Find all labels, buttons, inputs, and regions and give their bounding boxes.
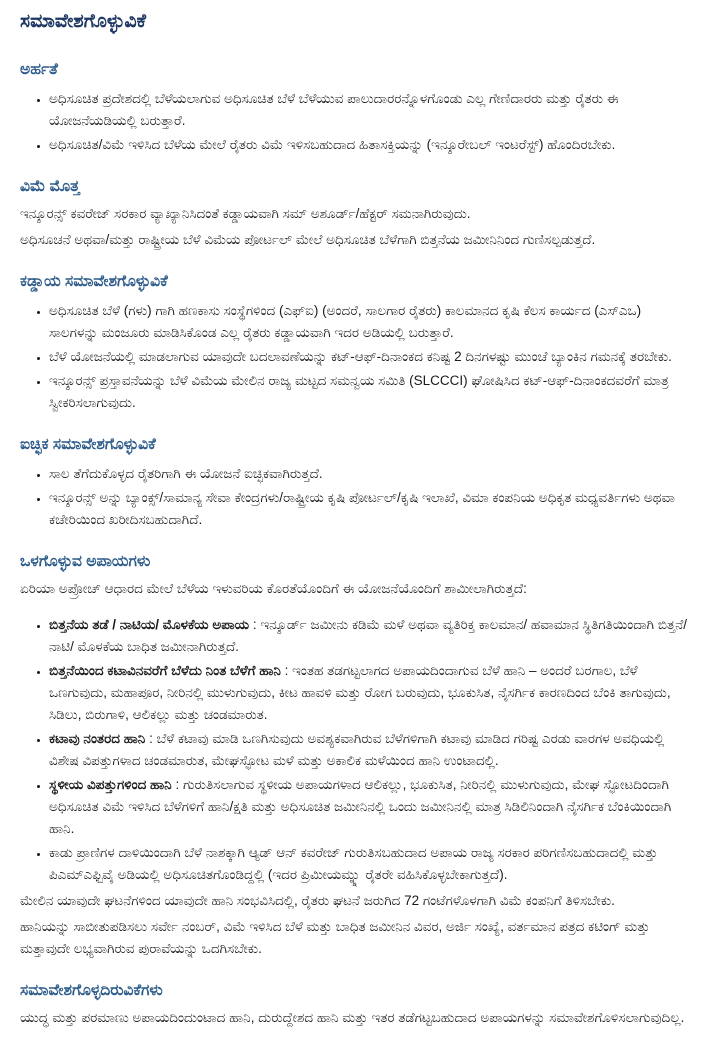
list-item: • ಅಧಿಸೂಚಿತ ಪ್ರದೇಶದಲ್ಲಿ ಬೆಳೆಯಲಾಗುವ ಅಧಿಸೂಚಿತ ಬೆಳೆ ಬೆಳೆಯುವ ಪಾಲುದಾರರನ್ನೊಳಗೊಂಡು ಎಲ್ಲ ಗೇಣಿದಾರರು ಮತ್ತು ರೈತರು ಈ ಯೋಜನೆಯಡಿಯಲ್ಲಿ ಬರುತ್ತಾರೆ.	[49, 88, 687, 132]
risk-label: ಸ್ಥಳೀಯ ವಿಪತ್ತುಗಳಿಂದ ಹಾನಿ	[49, 777, 172, 792]
section-risks-covered	[20, 552, 687, 960]
section-heading-compulsory: ಕಡ್ಡಾಯ ಸಮಾವೇಶಗೊಳ್ಳುವಿಕೆ	[20, 273, 168, 290]
section-heading-risks: ಒಳಗೊಳ್ಳುವ ಅಪಾಯಗಳು	[20, 553, 151, 570]
compulsory-bullet-list	[20, 300, 687, 414]
risks-intro: ಏರಿಯಾ ಅಪ್ರೋಚ್ ಆಧಾರದ ಮೇಲೆ ಬೆಳೆಯ ಇಳುವರಿಯ ಕೊರತೆಯೊಂದಿಗೆ ಈ ಯೋಜನೆಯೊಂದಿಗೆ ಶಾಮೀಲಾಗಿರುತ್ತದೆ:	[20, 581, 527, 596]
risk-label: ಬಿತ್ತನೆಯಿಂದ ಕಟಾವಿನವರೆಗೆ ಬೆಳೆದು ನಿಂತ ಬೆಳೆಗೆ ಹಾನಿ	[49, 663, 281, 678]
list-item: • ಬೆಳೆ ಯೋಜನೆಯಲ್ಲಿ ಮಾಡಲಾಗುವ ಯಾವುದೇ ಬದಲಾವಣೆಯನ್ನು ಕಟ್-ಆಫ್-ದಿನಾಂಕದ ಕನಿಷ್ಟ 2 ದಿನಗಳಷ್ಟು ಮುಂಚೆ ಬ್ಯಾಂಕಿನ ಗಮನಕ್ಕೆ ತರಬೇಕು.	[49, 346, 687, 368]
list-item	[49, 842, 687, 886]
section-heading-exclusions: ಸಮಾವೇಶಗೊಳ್ಳದಿರುವಿಕೆಗಳು	[20, 982, 163, 999]
page-title: ಸಮಾವೇಶಗೊಳ್ಳುವಿಕೆ	[20, 11, 146, 32]
list-item	[49, 774, 687, 840]
list-item	[49, 728, 687, 772]
section-sum-insured	[20, 177, 687, 251]
section-voluntary-coverage	[20, 435, 687, 531]
voluntary-bullet-list	[20, 463, 687, 531]
list-item	[49, 660, 687, 726]
list-item: • ಅಧಿಸೂಚಿತ/ವಿಮೆ ಇಳಿಸಿದ ಬೆಳೆಯ ಮೇಲೆ ರೈತರು ವಿಮೆ ಇಳಿಸಬಹುದಾದ ಹಿತಾಸಕ್ತಿಯನ್ನು (ಇನ್ಶೂರೇಬಲ್ ಇಂಟರೆಸ್ಟ್) ಹೊಂದಿರಬೇಕು.	[49, 134, 687, 156]
list-item: • ಇನ್ಶೂರನ್ಸ್ ಅನ್ನು ಬ್ಯಾಂಕ್ಸ್/ಸಾಮಾನ್ಯ ಸೇವಾ ಕೇಂದ್ರಗಳು/ರಾಷ್ಟ್ರೀಯ ಕೃಷಿ ಪೋರ್ಟಲ್/ಕೃಷಿ ಇಲಾಖೆ, ವಿಮಾ ಕಂಪನಿಯ ಅಧಿಕೃತ ಮಧ್ಯವರ್ತಿಗಳು ಅಥವಾ ಕಚೇರಿಯಿಂದ ಖರೀದಿಸಬಹುದಾಗಿದೆ.	[49, 487, 687, 531]
list-item	[49, 614, 687, 658]
list-item: • ಇನ್ಶೂರನ್ಸ್ ಪ್ರಸ್ತಾವನೆಯನ್ನು ಬೆಳೆ ವಿಮೆಯ ಮೇಲಿನ ರಾಜ್ಯ ಮಟ್ಟದ ಸಮನ್ವಯ ಸಮಿತಿ (SLCCCI) ಘೋಷಿಸಿದ ಕಟ್-ಆಫ್-ದಿನಾಂಕದವರೆಗೆ ಮಾತ್ರ ಸ್ವೀಕರಿಸಲಾಗುವುದು.	[49, 370, 687, 414]
section-eligibility	[20, 60, 687, 156]
paragraph: ಅಧಿಸೂಚನೆ ಅಥವಾ/ಮತ್ತು ರಾಷ್ಟ್ರೀಯ ಬೆಳೆ ವಿಮೆಯ ಪೋರ್ಟಲ್ ಮೇಲೆ ಅಧಿಸೂಚಿತ ಬೆಳೆಗಾಗಿ ಬಿತ್ತನೆಯ ಜಮೀನಿನಿಂದ ಗುಣಿಸಲ್ಪಡುತ್ತದೆ.	[20, 232, 596, 247]
risk-text: : ಬೆಳೆ ಕಟಾವು ಮಾಡಿ ಒಣಗಿಸುವುದು ಅವಶ್ಯಕವಾಗಿರುವ ಬೆಳೆಗಳಿಗಾಗಿ ಕಟಾವು ಮಾಡಿದ ಗರಿಷ್ಟ ಎರಡು ವಾರಗಳ ಅವಧಿಯಲ್ಲಿ ವಿಶೇಷ ವಿಪತ್ತುಗಳಾದ ಚಂಡಮಾರುತ, ಮೇಘಸ್ಫೋಟ ಮಳೆ ಮತ್ತು ಅಕಾಲಿಕ ಮಳೆಯಿಂದ ಹಾನಿ ಉಂಟಾದಲ್ಲಿ.	[49, 731, 665, 768]
section-heading-eligibility: ಅರ್ಹತೆ	[20, 61, 58, 78]
section-exclusions	[20, 981, 687, 1029]
risk-text: : ಇಂತಹ ತಡಗಟ್ಟಲಾಗದ ಅಪಾಯದಿಂದಾಗುವ ಬೆಳೆ ಹಾನಿ – ಅಂದರೆ ಬರಗಾಲ, ಬೆಳೆ ಒಣಗುವುದು, ಮಹಾಪೂರ, ನೀರಿನಲ್ಲಿ ಮುಳುಗುವುದು, ಕೀಟ ಹಾವಳಿ ಮತ್ತು ರೋಗ ಬರುವುದು, ಭೂಕುಸಿತ, ನೈಸರ್ಗಿಕ ಕಾರಣದಿಂದ ಬೆಂಕಿ ತಾಗುವುದು, ಸಿಡಿಲು, ಬಿರುಗಾಳಿ, ಆಲಿಕಲ್ಲು ಮತ್ತು ಚಂಡಮಾರುತ.	[49, 663, 671, 722]
list-item: • ಸಾಲ ತೆಗೆದುಕೊಳ್ಳದ ರೈತರಿಗಾಗಿ ಈ ಯೋಜನೆ ಐಚ್ಛಿಕವಾಗಿರುತ್ತದೆ.	[49, 463, 687, 485]
risk-text: : ಗುರುತಿಸಲಾಗುವ ಸ್ಥಳೀಯ ಅಪಾಯಗಳಾದ ಆಲಿಕಲ್ಲು, ಭೂಕುಸಿತ, ನೀರಿನಲ್ಲಿ ಮುಳುಗುವುದು, ಮೇಘ ಸ್ಫೋಟದಿಂದಾಗಿ ಅಧಿಸೂಚಿತ ವಿಮೆ ಇಳಿಸಿದ ಬೆಳೆಗಳಿಗೆ ಹಾನಿ/ಕ್ಷತಿ ಮತ್ತು ಅಧಿಸೂಚಿತ ಜಮೀನಿನಲ್ಲಿ ಒಂದು ಜಮೀನಿನಲ್ಲಿ ಮಾತ್ರ ಸಿಡಿಲಿನಿಂದಾಗಿ ನೈಸರ್ಗಿಕ ಬೆಂಕಿಯಿಂದಾಗಿ ಹಾನಿ.	[49, 777, 672, 836]
paragraph: ಇನ್ಶೂರನ್ಸ್ ಕವರೇಜ್ ಸರಕಾರ ವ್ಯಾಖ್ಯಾನಿಸಿದಂತೆ ಕಡ್ಡಾಯವಾಗಿ ಸಮ್ ಅಶೂರ್ಡ್/ಹೆಕ್ಟರ್ ಸಮನಾಗಿರುವುದು.	[20, 206, 471, 221]
section-heading-sum-insured: ವಿಮೆ ಮೊತ್ತ	[20, 178, 80, 195]
section-compulsory-coverage	[20, 272, 687, 414]
paragraph: ಮೇಲಿನ ಯಾವುದೇ ಘಟನೆಗಳಿಂದ ಯಾವುದೇ ಹಾನಿ ಸಂಭವಿಸಿದಲ್ಲಿ, ರೈತರು ಘಟನೆ ಜರುಗಿದ 72 ಗಂಟೆಗಳೊಳಗಾಗಿ ವಿಮೆ ಕಂಪನಿಗೆ ತಿಳಿಸಬೇಕು.	[20, 893, 615, 908]
section-heading-voluntary: ಐಚ್ಛಿಕ ಸಮಾವೇಶಗೊಳ್ಳುವಿಕೆ	[20, 436, 156, 453]
risks-bullet-list	[20, 614, 687, 886]
risk-label: ಕಟಾವು ನಂತರದ ಹಾನಿ	[49, 731, 146, 746]
risk-label: ಬಿತ್ತನೆಯ ತಡೆ / ನಾಟಿಯ/ ಮೊಳಕೆಯ ಅಪಾಯ	[49, 617, 250, 632]
risk-text: : ಇನ್ಶೂರ್ಡ್ ಜಮೀನು ಕಡಿಮೆ ಮಳೆ ಅಥವಾ ವ್ಯತಿರಿಕ್ತ ಕಾಲಮಾನ/ ಹವಾಮಾನ ಸ್ಥಿತಿಗತಿಯಿಂದಾಗಿ ಬಿತ್ತನೆ/ ನಾಟಿ/ ಮೊಳಕೆಯ ಬಾಧಿತ ಜಮೀನಾಗಿರುತ್ತದೆ.	[49, 617, 687, 654]
eligibility-bullet-list	[20, 88, 687, 156]
risk-text: ಕಾಡು ಪ್ರಾಣಿಗಳ ದಾಳಿಯಿಂದಾಗಿ ಬೆಳೆ ನಾಶಕ್ಕಾಗಿ ಆ್ಯಡ್ ಆನ್ ಕವರೇಜ್ ಗುರುತಿಸಬಹುದಾದ ಅಪಾಯ ರಾಜ್ಯ ಸರಕಾರ ಪರಿಗಣಿಸಬಹುದಾದಲ್ಲಿ ಮತ್ತು ಪಿಎಮ್ಎಫ್ಬಿವೈ ಅಡಿಯಲ್ಲಿ ಅಧಿಸೂಚಿತಗೊಂಡಿದ್ದಲ್ಲಿ (ಇದರ ಪ್ರಿಮೀಯಮ್ನ್ನು ರೈತರೇ ವಹಿಸಿಕೊಳ್ಳಬೇಕಾಗುತ್ತದೆ).	[49, 845, 658, 882]
paragraph: ಯುದ್ಧ ಮತ್ತು ಪರಮಾಣು ಅಪಾಯದಿಂದುಂಟಾದ ಹಾನಿ, ದುರುದ್ದೇಶದ ಹಾನಿ ಮತ್ತು ಇತರ ತಡೆಗಟ್ಟಬಹುದಾದ ಅಪಾಯಗಳನ್ನು ಸಮಾವೇಶಗೊಳಿಸಲಾಗುವುದಿಲ್ಲ.	[20, 1010, 685, 1025]
paragraph: ಹಾನಿಯನ್ನು ಸಾಬೀತುಪಡಿಸಲು ಸರ್ವೇ ನಂಬರ್, ವಿಮೆ ಇಳಿಸಿದ ಬೆಳೆ ಮತ್ತು ಬಾಧಿತ ಜಮೀನಿನ ವಿವರ, ಅರ್ಜಿ ಸಂಖ್ಯೆ, ವರ್ತಮಾನ ಪತ್ರದ ಕಟಿಂಗ್ ಮತ್ತು ಮತ್ತಾವುದೇ ಲಭ್ಯವಾಗಿರುವ ಪುರಾವೆಯನ್ನು ಒದಗಿಸಬೇಕು.	[20, 919, 650, 956]
list-item: • ಅಧಿಸೂಚಿತ ಬೆಳೆ (ಗಳು) ಗಾಗಿ ಹಣಕಾಸು ಸಂಸ್ಥೆಗಳಿಂದ (ಎಫ್ಐ) (ಅಂದರೆ, ಸಾಲಗಾರ ರೈತರು) ಕಾಲಮಾನದ ಕೃಷಿ ಕೆಲಸ ಕಾರ್ಯದ (ಎಸ್ಎಒ) ಸಾಲಗಳನ್ನು ಮಂಜೂರು ಮಾಡಿಸಿಕೊಂಡ ಎಲ್ಲ ರೈತರು ಕಡ್ಡಾಯವಾಗಿ ಇದರ ಅಡಿಯಲ್ಲಿ ಬರುತ್ತಾರೆ.	[49, 300, 687, 344]
